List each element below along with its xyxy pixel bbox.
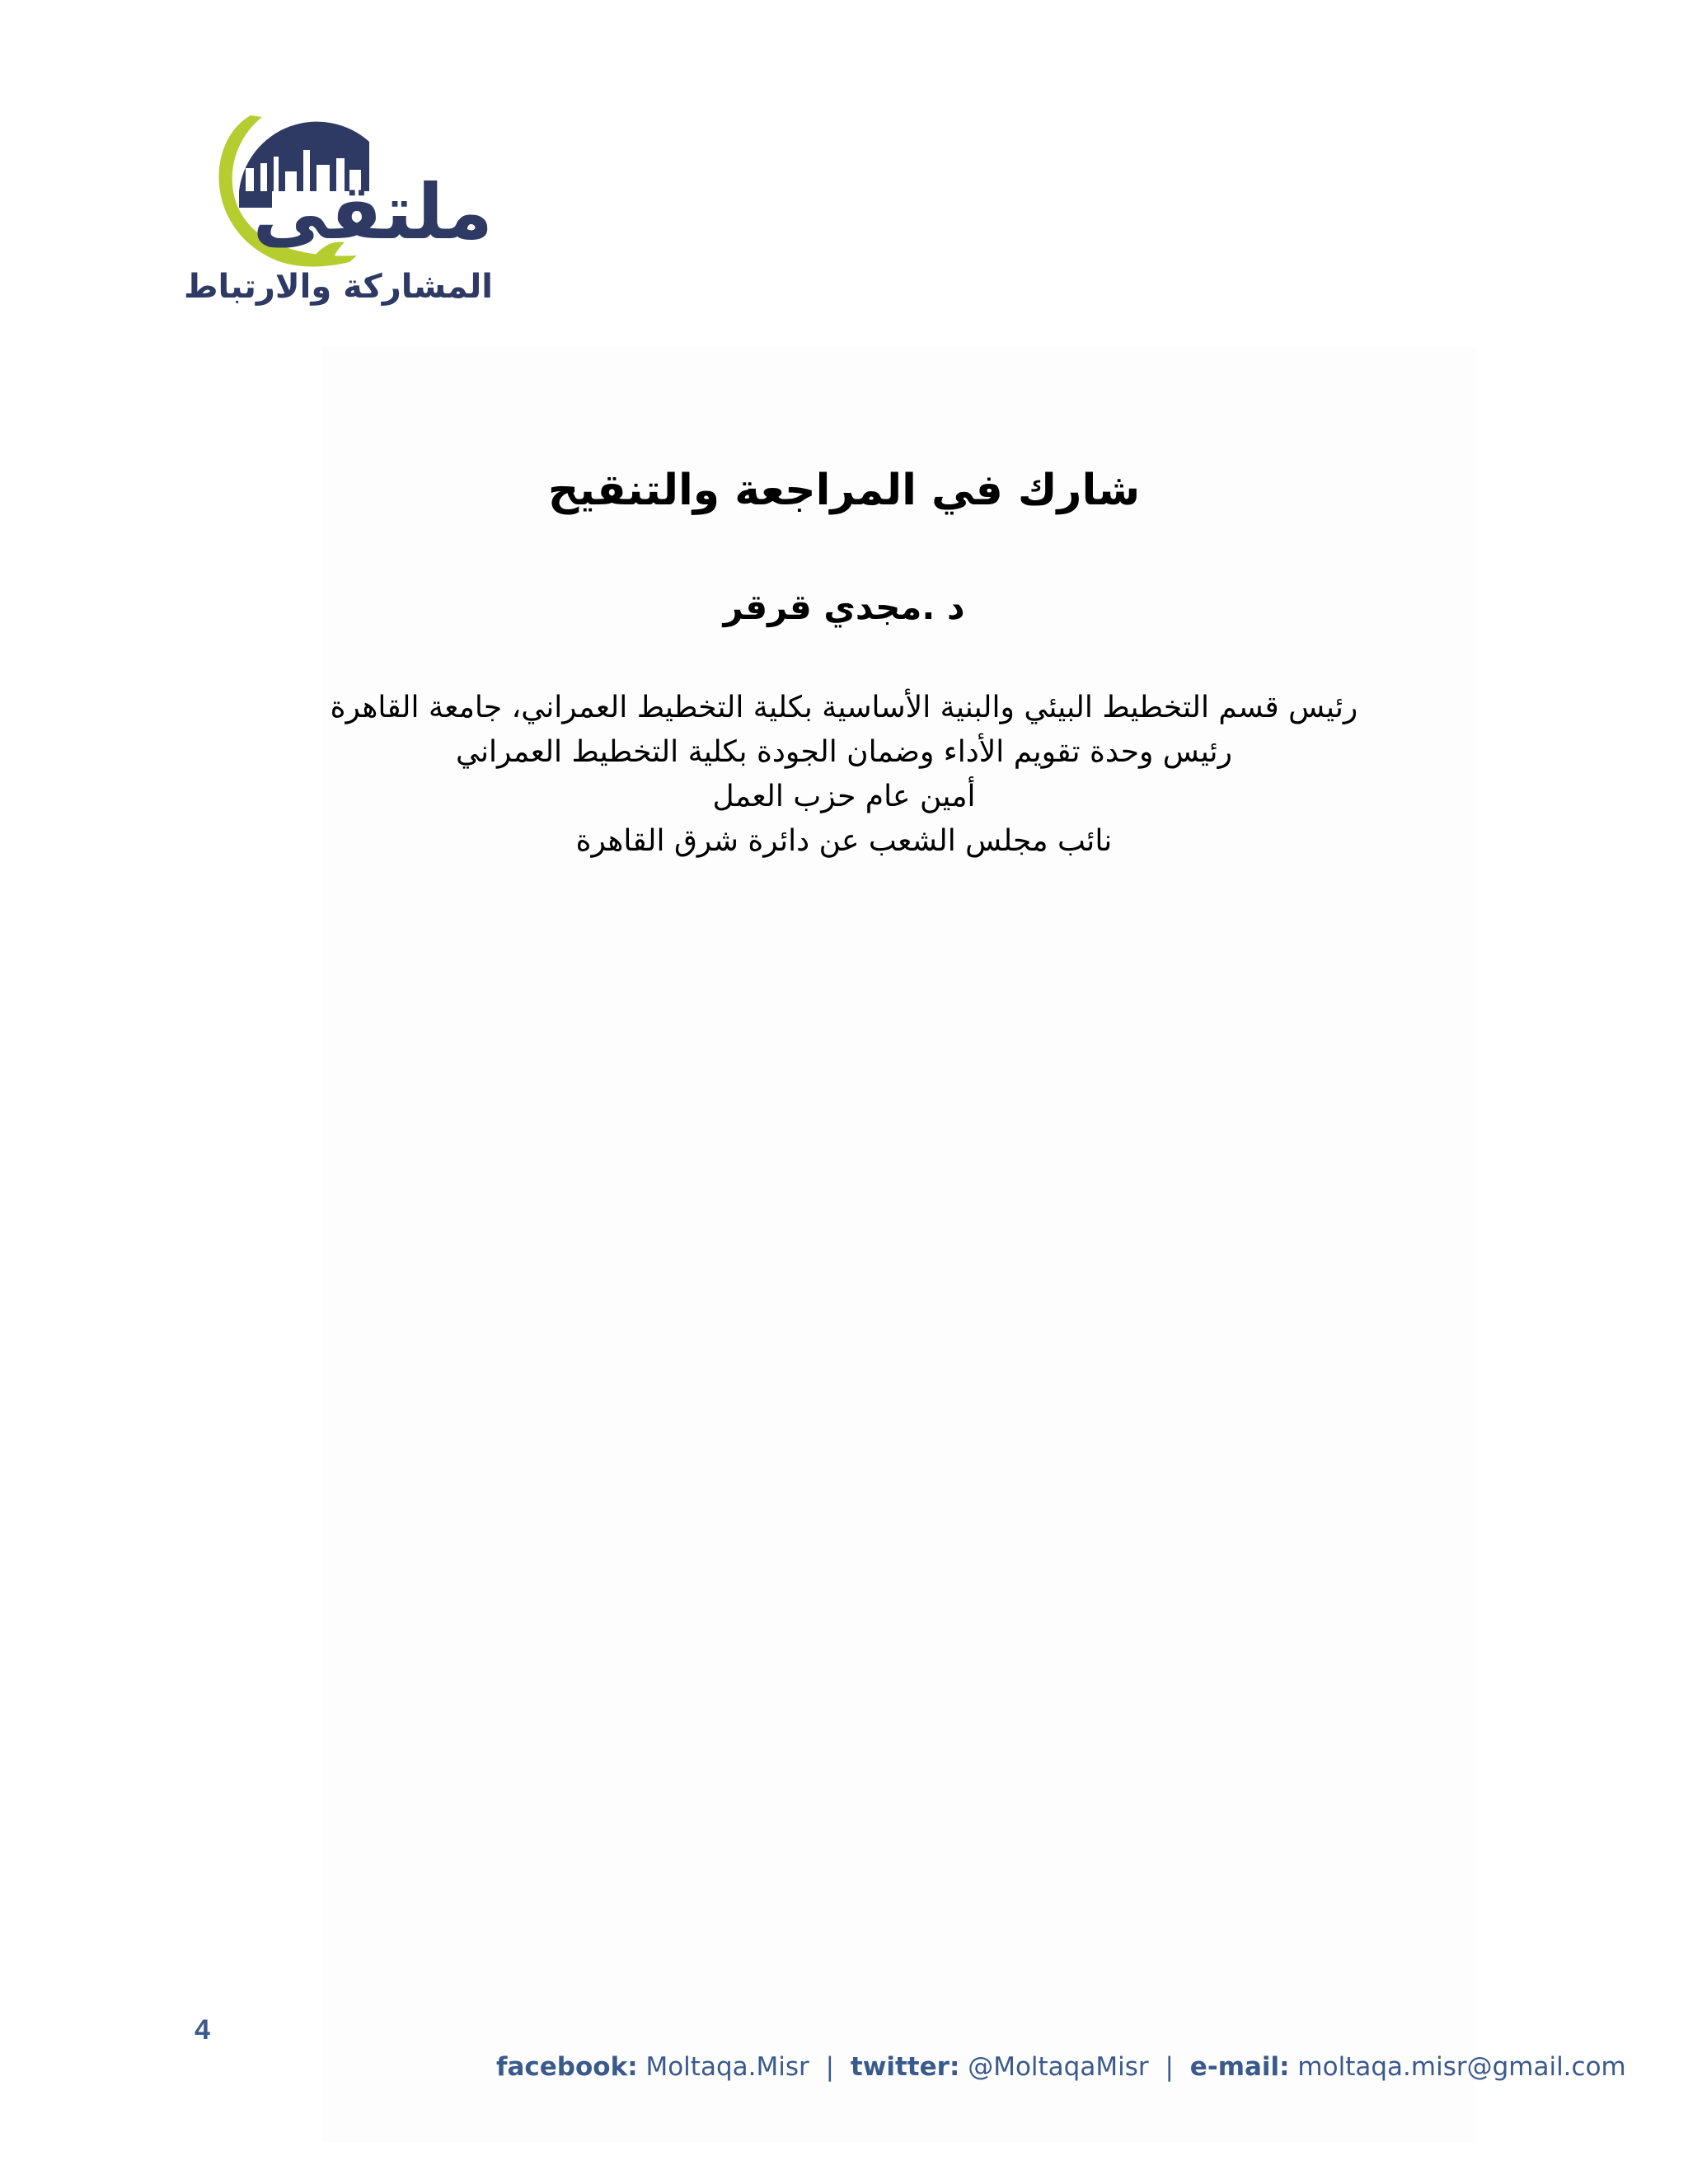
moltaqa-logo	[183, 92, 493, 323]
author-bio	[0, 686, 1688, 864]
twitter-handle[interactable]: @MoltaqaMisr	[968, 2052, 1149, 2082]
facebook-handle[interactable]: Moltaqa.Misr	[645, 2052, 809, 2082]
bio-line: رئيس وحدة تقويم الأداء وضمان الجودة بكلية التخطيط العمراني	[456, 735, 1232, 769]
footer-contacts	[496, 2052, 1626, 2082]
bio-line: أمين عام حزب العمل	[712, 780, 976, 813]
email-label: e-mail:	[1189, 2052, 1290, 2082]
bio-line: نائب مجلس الشعب عن دائرة شرق القاهرة	[575, 824, 1113, 858]
twitter-label: twitter:	[850, 2052, 960, 2082]
email-address[interactable]: moltaqa.misr@gmail.com	[1297, 2052, 1626, 2082]
facebook-label: facebook:	[496, 2052, 638, 2082]
footer-separator: |	[1165, 2052, 1174, 2082]
page-number: 4	[195, 2014, 210, 2046]
logo-sub-text: المشاركة والارتباط	[183, 268, 493, 306]
author-name: د .مجدي قرقر	[723, 587, 965, 627]
bio-line: رئيس قسم التخطيط البيئي والبنية الأساسية بكلية التخطيط العمراني، جامعة القاهرة	[330, 691, 1358, 724]
document-title: شارك في المراجعة والتنقيح	[547, 466, 1141, 515]
footer-separator: |	[825, 2052, 835, 2082]
logo-main-text: ملتقى	[252, 168, 493, 256]
